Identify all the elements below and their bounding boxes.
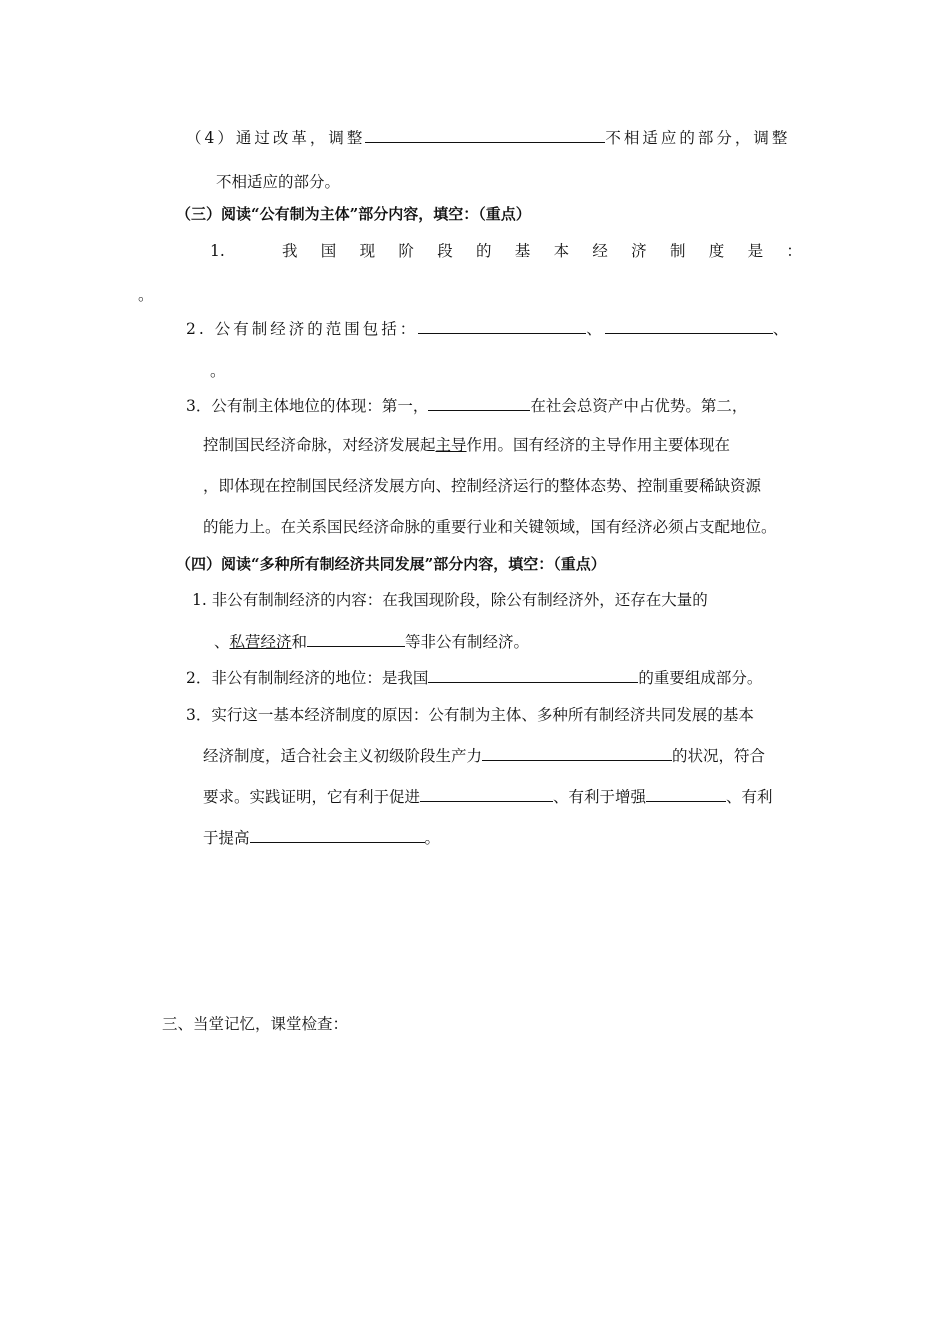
section3-q2-blank-1[interactable]	[418, 317, 586, 334]
section3-q1-char: 经	[592, 242, 608, 260]
section3-q1-num: 1.	[210, 242, 225, 260]
section4-q3-line4	[203, 826, 440, 849]
section4-q3-line3-a: 要求。实践证明，它有利于促进	[203, 788, 421, 806]
section4-q3-line3-b: 、有利于增强	[553, 788, 647, 806]
section3-q2-sep1: 、	[586, 320, 605, 338]
section4-q3-blank-2[interactable]	[420, 785, 553, 802]
section3-q1-char: 的	[475, 242, 492, 260]
section3-q2	[186, 317, 791, 340]
section4-q3-line2-a: 经济制度，适合社会主义初级阶段生产力	[203, 747, 483, 765]
section3-q1-char: 是	[747, 242, 764, 260]
section4-q3-line3-c: 、有利	[726, 788, 773, 806]
section3-q1-char: 国	[320, 242, 337, 260]
section4-q3-blank-1[interactable]	[482, 744, 672, 761]
section3-q3-blank[interactable]	[428, 394, 530, 411]
section4-q1-underlined: 私营经济	[229, 633, 292, 651]
section4-q1-line2-c: 等非公有制经济。	[405, 633, 530, 651]
section3-q3-line2	[203, 434, 730, 456]
section3-q3-mid: 在社会总资产中占优势。第二，	[530, 397, 748, 415]
section3-q1-char: ：	[786, 242, 802, 260]
section3-q3-line2-a: 控制国民经济命脉，对经济发展起	[203, 436, 436, 454]
section4-q3-line4-a: 于提高	[203, 829, 250, 847]
section3-q1-char: 现	[359, 242, 376, 260]
section3-q3-line3: ，即体现在控制国民经济发展方向、控制经济运行的整体态势、控制重要稀缺资源	[203, 477, 762, 495]
section4-q2-suffix: 的重要组成部分。	[638, 669, 763, 687]
section4-q3-line2-b: 的状况，符合	[672, 747, 766, 765]
section4-q1-line2-a: 、	[214, 633, 230, 651]
section4-q3-line1: 3．实行这一基本经济制度的原因：公有制为主体、多种所有制经济共同发展的基本	[186, 706, 754, 724]
section3-q3-line1	[186, 394, 747, 417]
section3-q2-sep2: 、	[772, 320, 792, 338]
section4-q3-blank-3[interactable]	[646, 785, 726, 802]
section3-q2-end: 。	[210, 362, 226, 380]
section3-q1-char: 度	[708, 242, 725, 260]
section3-q1-char: 段	[437, 242, 453, 260]
section3-q1-char: 我	[282, 242, 298, 260]
section4-q1-line1: 1. 非公有制制经济的内容：在我国现阶段，除公有制经济外，还存在大量的	[192, 591, 708, 609]
section-three-heading: 三、当堂记忆，课堂检查：	[162, 1015, 349, 1033]
section4-q1-blank[interactable]	[307, 630, 405, 647]
section4-q2	[186, 666, 762, 689]
reform-item-prefix: （4）通过改革，调整	[186, 129, 366, 147]
section4-q1-line2	[214, 630, 529, 653]
section4-q2-prefix: 2．非公有制制经济的地位：是我国	[186, 669, 429, 687]
section3-q1-char: 济	[631, 242, 647, 260]
section3-q3-line2-b: 作用。国有经济的主导作用主要体现在	[466, 436, 731, 454]
section4-q3-line2	[203, 744, 765, 767]
section3-q1-char: 基	[514, 242, 531, 260]
section3-q2-prefix: 2. 公有制经济的范围包括：	[186, 320, 419, 338]
section4-q2-blank[interactable]	[428, 666, 638, 683]
section3-q1-text	[282, 240, 802, 262]
section3-q2-blank-2[interactable]	[605, 317, 773, 334]
section3-q3-line2-underlined: 主导	[435, 436, 467, 454]
section3-q1-end: 。	[138, 286, 154, 304]
reform-item-line2	[216, 170, 340, 193]
section4-q3-blank-4[interactable]	[250, 826, 425, 843]
section3-q3-line4: 的能力上。在关系国民经济命脉的重要行业和关键领域，国有经济必须占支配地位。	[203, 518, 777, 536]
section3-q1-char: 阶	[398, 242, 414, 260]
section4-heading: （四）阅读“多种所有制经济共同发展”部分内容，填空：（重点）	[176, 555, 606, 573]
reform-item-line1	[186, 126, 790, 149]
reform-item-cont: 不相适应的部分。	[216, 173, 341, 191]
section3-q1-char: 制	[669, 242, 686, 260]
section4-q3-line3	[203, 785, 773, 808]
section3-q3-prefix: 3．公有制主体地位的体现：第一，	[186, 397, 429, 415]
reform-blank-1[interactable]	[365, 126, 605, 143]
section4-q1-line2-b: 和	[291, 633, 308, 651]
section3-heading: （三）阅读“公有制为主体”部分内容，填空：（重点）	[176, 205, 531, 223]
section4-q3-line4-b: 。	[424, 829, 441, 847]
reform-item-mid: 不相适应的部分，调整	[605, 129, 791, 147]
section3-q1-char: 本	[553, 242, 570, 260]
